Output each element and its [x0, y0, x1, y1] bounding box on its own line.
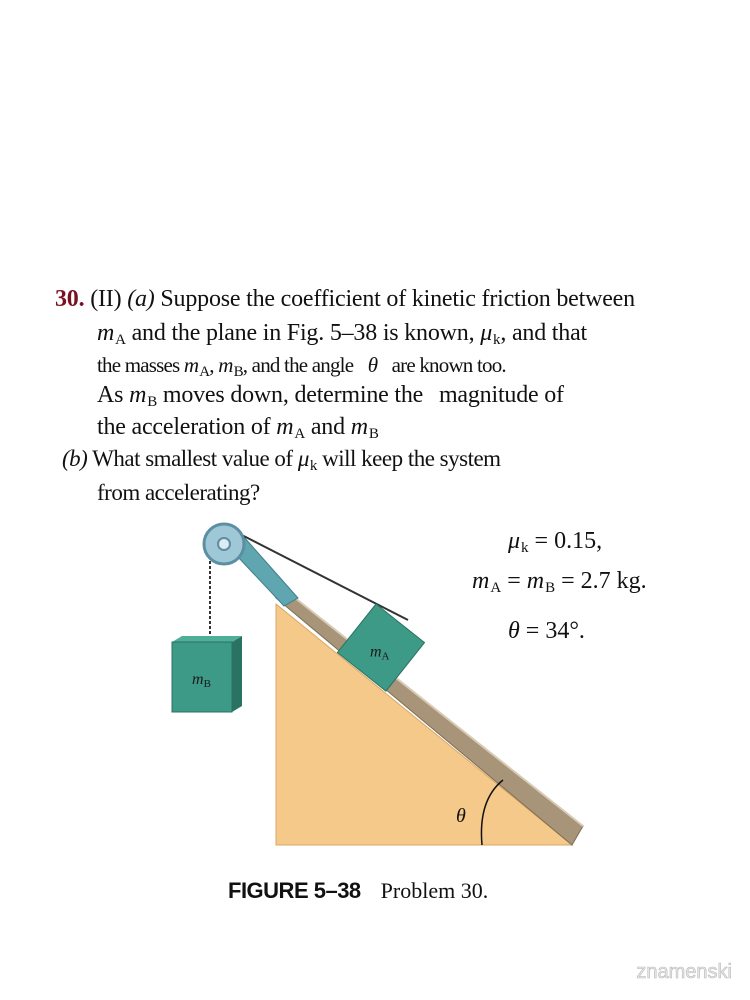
- line-4-start: As: [97, 382, 124, 408]
- problem-line-1: [55, 284, 635, 314]
- difficulty-level: (II): [90, 286, 122, 312]
- problem-number: 30.: [55, 286, 85, 312]
- symbol-mu-k: $\mu_k$: [480, 320, 501, 348]
- block-a-label: mA: [369, 643, 390, 663]
- line-2-text: and the plane in Fig. 5–38 is known,: [131, 320, 475, 346]
- watermark: znamenski: [636, 961, 732, 983]
- line-7-text: from accelerating?: [97, 480, 260, 505]
- pulley-axle: [218, 538, 230, 550]
- block-b-top: [172, 636, 242, 642]
- part-b-marker: (b): [62, 446, 88, 471]
- problem-line-6: [62, 444, 501, 481]
- param-masses: $m_A = m_B = 2.7$ kg.: [472, 568, 647, 596]
- line-6-end: will keep the system: [322, 446, 501, 471]
- line-1-text: Suppose the coefficient of kinetic friction between: [160, 286, 635, 312]
- line-5-and: and: [310, 414, 345, 440]
- symbol-m-b: $m_B$: [129, 382, 158, 410]
- symbol-m-b: $m_B$: [218, 353, 243, 380]
- symbol-m-a: $m_A$: [276, 414, 306, 442]
- caption-label: FIGURE 5–38: [228, 878, 361, 903]
- line-4-text: moves down, determine the: [162, 382, 424, 408]
- param-theta: θ = 34°.: [508, 618, 585, 644]
- block-b-label: mB: [192, 671, 211, 690]
- symbol-theta: θ: [367, 353, 378, 377]
- param-mu-k: $\mu_k = 0.15$,: [508, 528, 603, 556]
- problem-line-7: [97, 478, 260, 508]
- line-4-end: magnitude of: [438, 382, 564, 408]
- line-6-text: What smallest value of: [92, 446, 293, 471]
- symbol-m-a: $m_A$: [97, 320, 126, 348]
- symbol-m-a: $m_A$: [183, 353, 210, 380]
- line-2-end: , and that: [500, 320, 588, 346]
- symbol-m-b: $m_B$: [350, 414, 379, 442]
- line-3-mid: , and the angle: [242, 353, 354, 377]
- figure-caption: [228, 878, 488, 904]
- block-b-side: [232, 636, 242, 712]
- caption-text: Problem 30.: [380, 878, 489, 903]
- part-a-marker: (a): [127, 286, 155, 312]
- symbol-mu-k: $\mu_k$: [297, 446, 317, 474]
- incline-pulley-figure: [0, 505, 750, 875]
- line-3-start: the masses: [97, 353, 180, 377]
- line-5-start: the acceleration of: [97, 414, 271, 440]
- problem-line-3: the masses $m_A$, $m_B$, and the angle θ are known too.: [97, 353, 506, 380]
- angle-label: θ: [456, 805, 466, 827]
- line-3-end: are known too.: [391, 353, 506, 377]
